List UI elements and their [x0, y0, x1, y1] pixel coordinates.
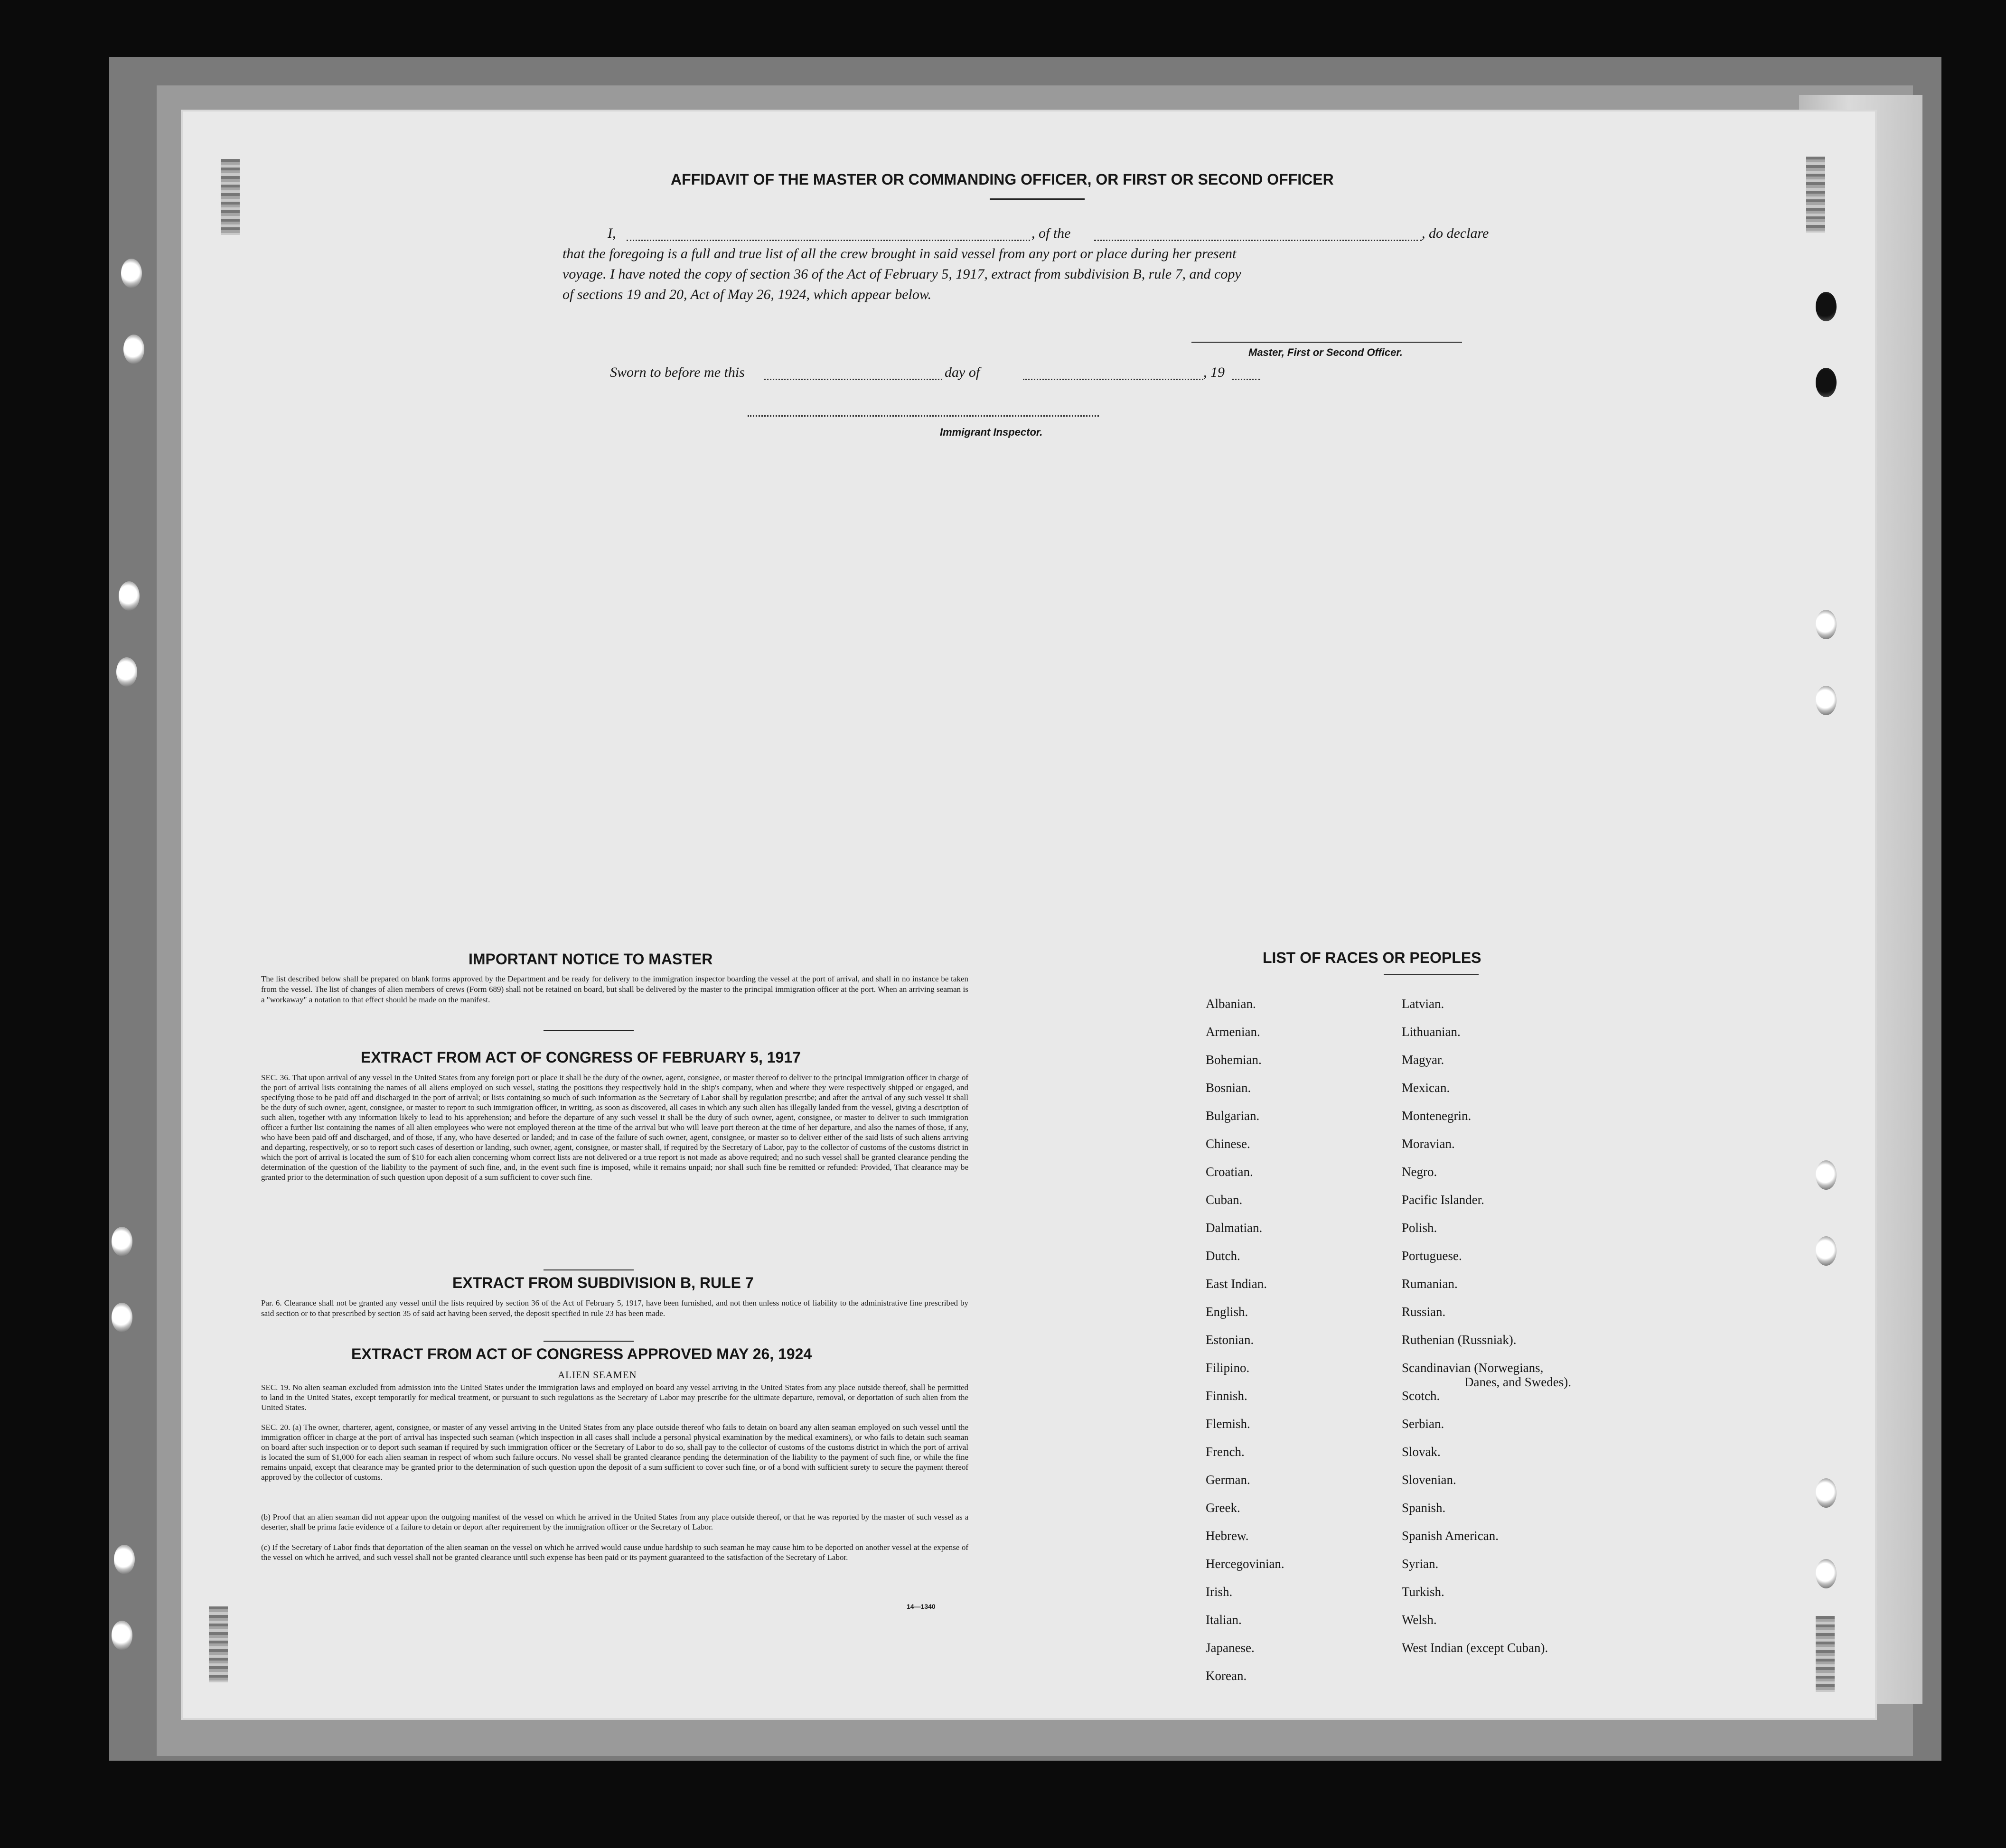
race-item: Rumanian.: [1402, 1277, 1458, 1291]
notice-body: The list described below shall be prepared on blank forms approved by the Department and be ready for delivery to the immigration inspector boarding the vessel at the port of arrival, and shall in no instance be taken from the vessel. The list of changes of alien members of crews (Form 689) shall not be retained on board, but shall be delivered by the master to the principal immigration officer at the port. When an arriving seaman is a "workaway" a notation to that effect should be made on the manifest.: [261, 974, 968, 1004]
punch-hole: [112, 1303, 132, 1332]
affidavit-line-1-mid: , of the: [1031, 225, 1071, 241]
inspector-caption: Immigrant Inspector.: [940, 426, 1043, 438]
alien-seamen-subtitle: ALIEN SEAMEN: [558, 1369, 637, 1381]
punch-hole: [1816, 1478, 1837, 1508]
name-blank: [627, 240, 1030, 241]
binding-smudge: [1806, 157, 1825, 233]
master-signature-line: [1191, 342, 1462, 343]
race-item: French.: [1206, 1445, 1245, 1459]
title-underline: [990, 198, 1085, 200]
sworn-month-blank: [1023, 379, 1203, 380]
race-item: Slovak.: [1402, 1445, 1441, 1459]
race-item: Hebrew.: [1206, 1529, 1249, 1543]
race-item: Bohemian.: [1206, 1053, 1262, 1067]
rule-7-body: Par. 6. Clearance shall not be granted any vessel until the lists required by section 36 of the Act of February 5, 1917, have been furnished, and not then unless notice of liability to the administrative fine prescribed by said section or to that prescribed by section 35 of said act having been served, the deposit specified in rule 23 has been made.: [261, 1298, 968, 1318]
race-item: Filipino.: [1206, 1361, 1250, 1375]
race-item: Italian.: [1206, 1613, 1242, 1627]
race-item: Portuguese.: [1402, 1249, 1462, 1263]
vessel-blank: [1094, 240, 1422, 241]
sworn-mid: day of: [945, 364, 980, 380]
sworn-end: , 19: [1203, 364, 1225, 380]
race-item: Armenian.: [1206, 1025, 1260, 1039]
race-item: Spanish.: [1402, 1501, 1446, 1515]
race-item: Bosnian.: [1206, 1081, 1251, 1095]
race-item: Scotch.: [1402, 1389, 1440, 1403]
section-divider: [544, 1030, 634, 1031]
race-item: Ruthenian (Russniak).: [1402, 1333, 1517, 1347]
binding-smudge: [1816, 1616, 1835, 1692]
race-item: Moravian.: [1402, 1137, 1455, 1151]
race-item: Estonian.: [1206, 1333, 1254, 1347]
race-item: Bulgarian.: [1206, 1109, 1260, 1123]
affidavit-line-1-start: I,: [608, 225, 616, 241]
race-item: Serbian.: [1402, 1417, 1444, 1431]
section-divider: [544, 1341, 634, 1342]
form-number: 14—1340: [907, 1603, 936, 1610]
race-item: Irish.: [1206, 1585, 1233, 1599]
race-item: Finnish.: [1206, 1389, 1247, 1403]
punch-hole: [114, 1545, 135, 1574]
sworn-year-blank: [1232, 379, 1260, 380]
punch-hole: [1816, 1160, 1837, 1190]
punch-hole: [116, 657, 137, 687]
race-item: Greek.: [1206, 1501, 1240, 1515]
affidavit-title: AFFIDAVIT OF THE MASTER OR COMMANDING OFFICER, OR FIRST OR SECOND OFFICER: [671, 171, 1334, 188]
race-item: Dalmatian.: [1206, 1221, 1263, 1235]
master-caption: Master, First or Second Officer.: [1248, 346, 1403, 358]
race-item: Chinese.: [1206, 1137, 1250, 1151]
punch-hole: [112, 1621, 132, 1650]
section-20c-body: (c) If the Secretary of Labor finds that deportation of the alien seaman on the vessel on which he arrived would cause undue hardship to such seaman he may cause him to be deported on another vessel at the expense of the vessel on which he arrived, and such vessel shall not be granted clearance until such expense has been paid or its payment guaranteed to the satisfaction of the Secretary of Labor.: [261, 1543, 968, 1562]
race-item: West Indian (except Cuban).: [1402, 1641, 1548, 1655]
race-item: Turkish.: [1402, 1585, 1444, 1599]
race-item: Croatian.: [1206, 1165, 1253, 1179]
sworn-start: Sworn to before me this: [610, 364, 745, 380]
race-item: Negro.: [1402, 1165, 1437, 1179]
race-item: Cuban.: [1206, 1193, 1243, 1207]
race-item: Mexican.: [1402, 1081, 1450, 1095]
section-divider: [544, 1269, 634, 1270]
punch-hole: [121, 259, 142, 288]
punch-hole: [1816, 368, 1837, 397]
punch-hole: [1816, 686, 1837, 715]
punch-hole: [1816, 610, 1837, 639]
race-item: Hercegovinian.: [1206, 1557, 1284, 1571]
section-19-body: SEC. 19. No alien seaman excluded from admission into the United States under the immigration laws and employed on board any vessel arriving in the United States from any place outside thereof, shall be permitted to land in the United States, except temporarily for medical treatment, or pursuant to such regulations as the Secretary of Labor may prescribe for the ultimate departure, removal, or deportation of such alien from the United States.: [261, 1383, 968, 1412]
race-item: English.: [1206, 1305, 1248, 1319]
races-title-underline: [1384, 974, 1479, 975]
race-item: Dutch.: [1206, 1249, 1240, 1263]
race-item: East Indian.: [1206, 1277, 1267, 1291]
extract-1917-body: SEC. 36. That upon arrival of any vessel in the United States from any foreign port or place it shall be the duty of the owner, agent, consignee, or master thereof to deliver to the principal immigration officer in charge of the port of arrival lists containing the names of all aliens employed on such vessel, stating the positions they respectively hold in the ship's company, when and where they were respectively shipped or engaged, and specifying those to be paid off and discharged in the port of arrival; or lists containing so much of such information as the Secretary of Labor shall by regulation prescribe; and after the arrival of any such vessel it shall be the duty of such owner, agent, consignee, or master to report to such immigration officer, in writing, as soon as discovered, all cases in which any such alien has illegally landed from the vessel, giving a description of such alien, together with any information likely to lead to his apprehension; and before the departure of any such vessel it shall be the duty of such owner, agent, consignee, or master to deliver to such immigration officer a further list containing the names of all alien employees who were not employed thereon at the time of the arrival but who will leave port thereon at the time of her departure, and also the names of those, if any, who have been paid off and discharged, and of those, if any, who have deserted or landed; and in case of the failure of such owner, agent, consignee, or master so to deliver either of the said lists of such aliens arriving and departing, respectively, or so to report such cases of desertion or landing, such owner, agent, consignee, or master shall, if required by the Secretary of Labor, pay to the collector of customs of the customs district in which the port of arrival is located the sum of $10 for each alien concerning whom correct lists are not delivered or a true report is not made as above required; and no such vessel shall be granted clearance pending the determination of the question of the liability to the payment of such fine, and, in the event such fine is imposed, while it remains unpaid; nor shall such fine be remitted or refunded: Provided, That clearance may be granted prior to the determination of such question upon deposit of a sum sufficient to cover such fine.: [261, 1073, 968, 1182]
race-item: Scandinavian (Norwegians,: [1402, 1361, 1544, 1375]
section-20b-body: (b) Proof that an alien seaman did not appear upon the outgoing manifest of the vessel on which he arrived in the United States from any place outside thereof, or that he was reported by the master of such vessel as a deserter, shall be prima facie evidence of a failure to detain or deport after requirement by the immigration officer or the Secretary of Labor.: [261, 1512, 968, 1531]
form-page: [183, 112, 1875, 1718]
sworn-day-blank: [764, 379, 942, 380]
punch-hole: [1816, 1559, 1837, 1588]
punch-hole: [112, 1227, 132, 1256]
punch-hole: [1816, 292, 1837, 321]
notice-title: IMPORTANT NOTICE TO MASTER: [469, 951, 713, 968]
race-item: Lithuanian.: [1402, 1025, 1461, 1039]
race-item: German.: [1206, 1473, 1250, 1487]
binding-smudge: [221, 159, 240, 235]
extract-1917-title: EXTRACT FROM ACT OF CONGRESS OF FEBRUARY 5, 1917: [361, 1049, 801, 1066]
race-item: Japanese.: [1206, 1641, 1255, 1655]
affidavit-line-1-end: , do declare: [1422, 225, 1489, 241]
inspector-signature-line: [748, 415, 1099, 417]
binding-smudge: [209, 1606, 228, 1682]
race-item: Spanish American.: [1402, 1529, 1499, 1543]
punch-hole: [119, 581, 140, 611]
race-item: Korean.: [1206, 1669, 1247, 1683]
section-20a-body: SEC. 20. (a) The owner, charterer, agent, consignee, or master of any vessel arriving in the United States from any place outside thereof who fails to detain on board any alien seaman employed on such vessel until the immigration officer in charge at the port of arrival has inspected such seaman (which inspection in all cases shall include a personal physical examination by the medical examiners), or who fails to detain such seaman on board after such inspection or to deport such seaman if required by such immigration officer or the Secretary of Labor to do so, shall pay to the collector of customs of the customs district in which the port of arrival is located the sum of $1,000 for each alien seaman in respect of whom such failure occurs. No vessel shall be granted clearance pending the determination of the liability to the payment of such fine, or while the fine remains unpaid, except that clearance may be granted prior to the determination of such question upon the deposit of a sum sufficient to cover such fine, or of a bond with sufficient surety to secure the payment thereof approved by the collector of customs.: [261, 1423, 968, 1482]
punch-hole: [1816, 1236, 1837, 1266]
race-item: Montenegrin.: [1402, 1109, 1472, 1123]
race-item: Russian.: [1402, 1305, 1446, 1319]
race-item: Flemish.: [1206, 1417, 1250, 1431]
race-item: Slovenian.: [1402, 1473, 1456, 1487]
race-item: Welsh.: [1402, 1613, 1437, 1627]
race-item: Pacific Islander.: [1402, 1193, 1484, 1207]
race-item: Polish.: [1402, 1221, 1437, 1235]
rule-7-title: EXTRACT FROM SUBDIVISION B, RULE 7: [452, 1274, 754, 1291]
affidavit-line-4: of sections 19 and 20, Act of May 26, 1924, which appear below.: [562, 287, 932, 302]
race-item: Danes, and Swedes).: [1464, 1375, 1571, 1389]
affidavit-line-2: that the foregoing is a full and true list of all the crew brought in said vessel from any port or place during her present: [562, 246, 1237, 261]
race-item: Syrian.: [1402, 1557, 1439, 1571]
punch-hole: [123, 335, 144, 364]
race-item: Magyar.: [1402, 1053, 1444, 1067]
extract-1924-title: EXTRACT FROM ACT OF CONGRESS APPROVED MAY 26, 1924: [351, 1345, 812, 1363]
races-title: LIST OF RACES OR PEOPLES: [1263, 949, 1481, 966]
affidavit-line-3: voyage. I have noted the copy of section 36 of the Act of February 5, 1917, extract from subdivision B, rule 7, and copy: [562, 266, 1241, 282]
race-item: Latvian.: [1402, 997, 1444, 1011]
race-item: Albanian.: [1206, 997, 1256, 1011]
